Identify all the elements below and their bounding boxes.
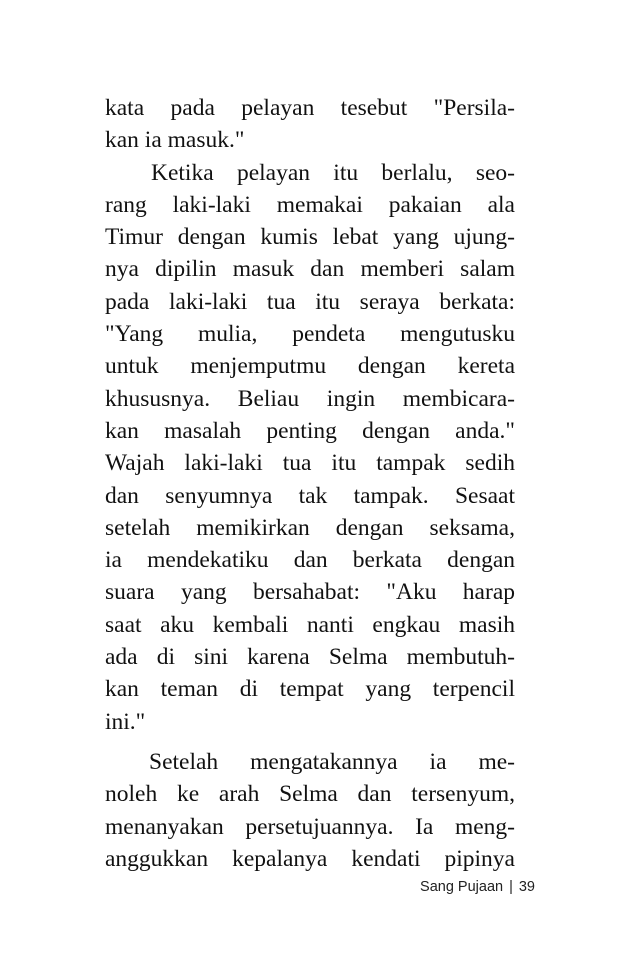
text-line: ini." — [105, 708, 146, 735]
text-line: dan senyumnya tak tampak. Sesaat — [105, 482, 515, 509]
body-text — [105, 92, 515, 875]
text-line: "Yang mulia, pendeta mengutusku — [105, 321, 515, 348]
text-line: saat aku kembali nanti engkau masih — [105, 611, 515, 638]
text-line: kan teman di tempat yang terpencil — [105, 676, 515, 703]
text-line: ia mendekatiku dan berkata dengan — [105, 547, 515, 574]
page-number: 39 — [518, 879, 535, 895]
text-line: kan ia masuk." — [105, 127, 245, 154]
text-line: noleh ke arah Selma dan tersenyum, — [105, 781, 515, 808]
text-line: pada laki-laki tua itu seraya berkata: — [105, 288, 515, 315]
page-footer — [420, 879, 535, 895]
text-line: menanyakan persetujuannya. Ia meng- — [105, 813, 515, 840]
text-line: Setelah mengatakannya ia me- — [149, 748, 515, 775]
paragraph-gap — [105, 738, 515, 746]
book-title: Sang Pujaan — [420, 879, 504, 895]
text-line: untuk menjemputmu dengan kereta — [105, 353, 515, 380]
text-line: anggukkan kepalanya kendati pipinya — [105, 845, 515, 872]
text-line: setelah memikirkan dengan seksama, — [105, 514, 515, 541]
text-line: Timur dengan kumis lebat yang ujung- — [105, 224, 515, 251]
text-line: kan masalah penting dengan anda." — [105, 417, 515, 444]
footer-separator: | — [509, 879, 513, 895]
text-line: nya dipilin masuk dan memberi salam — [105, 256, 515, 283]
text-line: rang laki-laki memakai pakaian ala — [105, 191, 515, 218]
text-line: Wajah laki-laki tua itu tampak sedih — [105, 450, 515, 477]
text-line: khususnya. Beliau ingin membicara- — [105, 385, 515, 412]
text-line: kata pada pelayan tesebut "Persila- — [105, 95, 515, 121]
text-line: ada di sini karena Selma membutuh- — [105, 644, 515, 671]
text-line: Ketika pelayan itu berlalu, seo- — [151, 159, 515, 186]
text-line: suara yang bersahabat: "Aku harap — [105, 579, 515, 606]
